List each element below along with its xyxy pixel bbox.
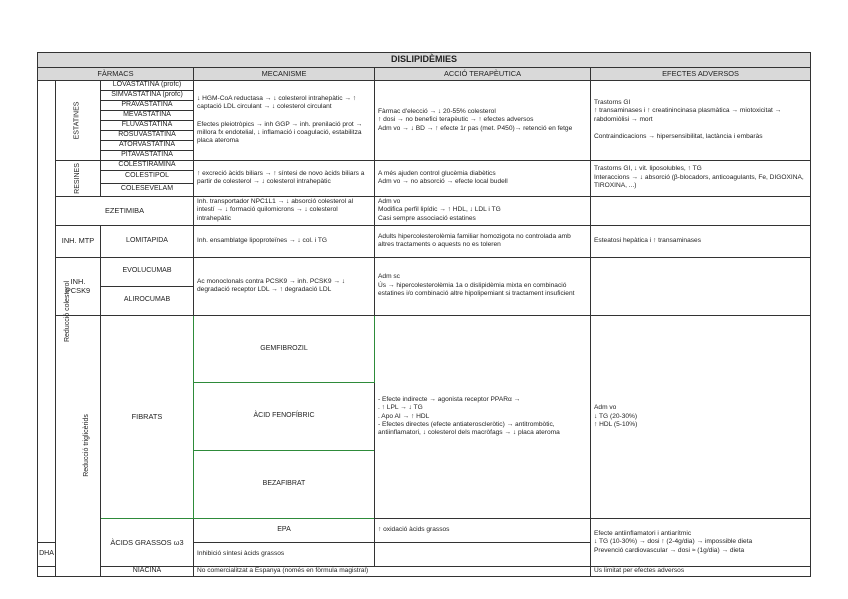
- drug-colesevelam: COLESEVELAM: [101, 183, 194, 196]
- drug-rosuvastatina: ROSUVASTATINA: [101, 130, 194, 140]
- drug-colestipol: COLESTIPOL: [101, 170, 194, 183]
- drug-fluvastatina: FLUVASTATINA: [101, 120, 194, 130]
- header-efectes: EFECTES ADVERSOS: [591, 68, 811, 81]
- estatines-efectes: Trastorns GI ↑ transaminases i ↑ creatinincinasa plasmàtica → miotoxicitat → rabdomiòlisi → mort Contraindicacions → hipersensibilitat, lactància i embaràs: [591, 81, 811, 161]
- ezetimiba-accio: Adm vo Modifica perfil lipídic → ↑ HDL, ↓ LDL i TG Casi sempre associació estatines: [375, 196, 591, 225]
- drug-acid-fenofibric: ÀCID FENOFÍBRIC: [194, 383, 375, 451]
- resines-accio: A més ajuden control glucèmia diabètics Adm vo → no absorció → efecte local budell: [375, 160, 591, 196]
- group-estatines: ESTATINES: [56, 81, 101, 161]
- section-colesterol: Reducció colesterol: [38, 81, 56, 543]
- drug-dha: DHA: [38, 543, 56, 567]
- drug-simvastatina: SIMVASTATINA (profc): [101, 90, 194, 100]
- epa-mecanisme: ↑ oxidació àcids grassos: [375, 519, 591, 543]
- fibrats-accio: Adm vo ↓ TG (20-30%) ↑ HDL (5-10%): [591, 315, 811, 519]
- header-mecanisme: MECANISME: [194, 68, 375, 81]
- header-farmacs: FÀRMACS: [38, 68, 194, 81]
- estatines-mecanisme: ↓ HGM-CoA reductasa → ↓ colesterol intrahepàtic → ↑ captació LDL circulant → ↓ colesterol circulant Efectes pleiotròpics → inh GGP → inh. prenilació prot → millora fx endotelial, ↓ inflamació i coagulació, estabilitza placa ateroma: [194, 81, 375, 161]
- drug-pravastatina: PRAVASTATINA: [101, 100, 194, 110]
- drug-ezetimiba: EZETIMIBA: [56, 196, 194, 225]
- drug-atorvastatina: ATORVASTATINA: [101, 140, 194, 150]
- group-inh-pcsk9: INH. PCSK9: [56, 257, 101, 315]
- estatines-accio: Fàrmac d'elecció → ↓ 20-55% colesterol ↑ dosi → no benefici terapèutic → ↑ efectes adversos Adm vo → ↓ BD → ↑ efecte 1r pas (met. P450)→ retenció en fetge: [375, 81, 591, 161]
- drug-mevastatina: MEVASTATINA: [101, 110, 194, 120]
- group-inh-mtp: INH. MTP: [56, 225, 101, 257]
- fibrats-mecanisme: - Efecte indirecte → agonista receptor PPARα → . ↑ LPL → ↓ TG . Apo AI → ↑ HDL - Efectes directes (efecte antiateroscleròtic) → antitrombòtic, antiinflamatori, ↓ colesterol dels macròfags → ↓ placa ateroma: [375, 315, 591, 519]
- drug-gemfibrozil: GEMFIBROZIL: [194, 315, 375, 383]
- dislipidemies-table: [37, 52, 811, 577]
- pcsk9-mecanisme: Ac monoclonals contra PCSK9 → inh. PCSK9 → ↓ degradació receptor LDL → ↑ degradació LDL: [194, 257, 375, 315]
- drug-lovastatina: LOVASTATINA (profc): [101, 81, 194, 91]
- table-title: DISLIPIDÈMIES: [38, 53, 811, 68]
- resines-mecanisme: ↑ excreció àcids biliars → ↑ síntesi de novo àcids biliars a partir de colesterol → ↓ colesterol intrahepàtic: [194, 160, 375, 196]
- pcsk9-efectes: [591, 257, 811, 315]
- ezetimiba-mecanisme: Inh. transportador NPC1L1 → ↓ absorció colesterol al intestí → ↓ formació quilomicrons → ↓ colesterol intrahepàtic: [194, 196, 375, 225]
- drug-alirocumab: ALIROCUMAB: [101, 286, 194, 315]
- resines-efectes: Trastorns GI, ↓ vit. liposolubles, ↑ TG Interaccions → ↓ absorció (β-blocadors, anticoagulants, Fe, DIGOXINA, TIROXINA, ...): [591, 160, 811, 196]
- ezetimiba-efectes: [591, 196, 811, 225]
- pcsk9-accio: Adm sc Ús → hipercolesterolèmia 1a o dislipidèmia mixta en combinació estatines i/o combinació altre hipolipemiant si tractament insuficient: [375, 257, 591, 315]
- mtp-efectes: Esteatosi hepàtica i ↑ transaminases: [591, 225, 811, 257]
- dha-mecanisme: Inhibició síntesi àcids grassos: [194, 543, 375, 567]
- mtp-accio: Adults hipercolesterolèmia familiar homozigota no controlada amb altres tractaments o aquests no es toleren: [375, 225, 591, 257]
- mtp-mecanisme: Inh. ensamblatge lipoproteïnes → ↓ col. i TG: [194, 225, 375, 257]
- header-accio: ACCIÓ TERAPÈUTICA: [375, 68, 591, 81]
- section-triglicerids: Reducció triglicèrids: [56, 315, 101, 576]
- drug-lomitapida: LOMITAPIDA: [101, 225, 194, 257]
- niacina-mecanisme: No comercialitzat a Espanya (només en fòrmula magistral): [194, 567, 591, 577]
- drug-colestiramina: COLESTIRAMINA: [101, 160, 194, 170]
- acids-accio: Efecte antiinflamatori i antiarítmic ↓ TG (10-30%) → dosi ↑ (2-4g/dia) → impossible dieta Prevenció cardiovascular → dosi ≈ (1g/dia) → dieta: [591, 519, 811, 567]
- group-acids-grassos: ÀCIDS GRASSOS ω3: [101, 519, 194, 567]
- drug-epa: EPA: [194, 519, 375, 543]
- drug-pitavastatina: PITAVASTATINA: [101, 150, 194, 160]
- drug-evolucumab: EVOLUCUMAB: [101, 257, 194, 286]
- drug-niacina: NIACINA: [101, 567, 194, 577]
- drug-bezafibrat: BEZAFIBRAT: [194, 451, 375, 519]
- niacina-blank: [38, 567, 56, 577]
- niacina-efectes: Ús limitat per efectes adversos: [591, 567, 811, 577]
- group-fibrats: FIBRATS: [101, 315, 194, 519]
- group-resines: RESINES: [56, 160, 101, 196]
